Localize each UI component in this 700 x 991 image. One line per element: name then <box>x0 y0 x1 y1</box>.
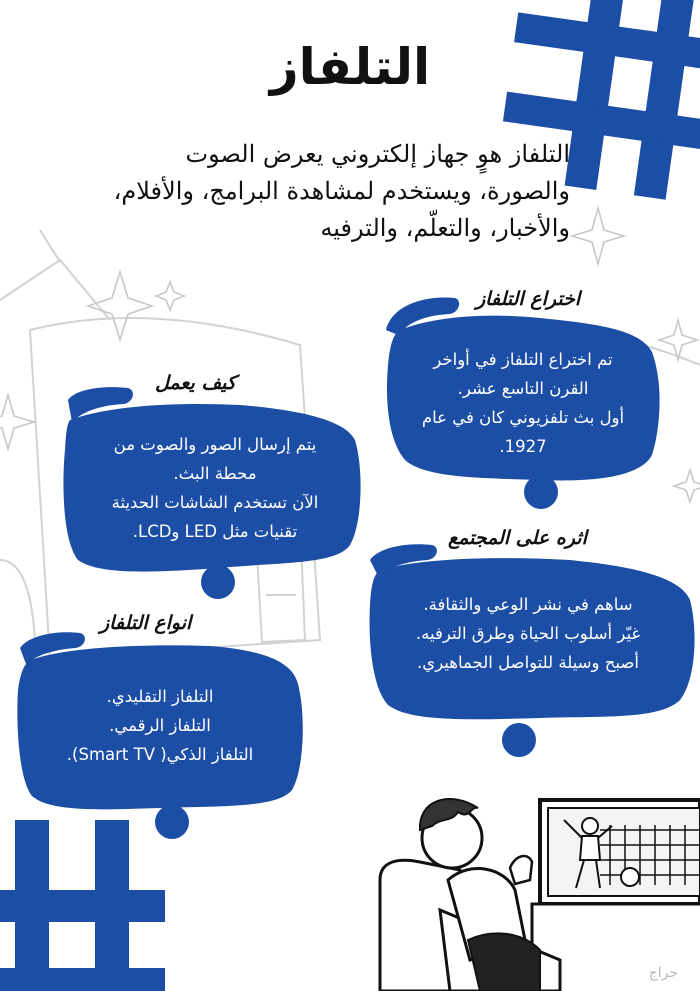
impact-text <box>378 590 678 677</box>
invention-line: القرن التاسع عشر. <box>457 379 589 398</box>
intro-line: التلفاز هوٍ جهاز إلكتروني يعرض الصوت <box>185 140 570 168</box>
types-line: التلفاز الرقمي. <box>109 716 211 735</box>
invention-text <box>398 345 648 461</box>
types-heading: انواع التلفاز <box>100 612 192 634</box>
how-text <box>75 430 355 546</box>
impact-line: غيّر أسلوب الحياة وطرق الترفيه. <box>415 624 641 643</box>
sparkle-icon <box>156 282 184 310</box>
intro-line: والصورة، ويستخدم لمشاهدة البرامج، والأفلام، <box>113 177 570 205</box>
how-line: الآن تستخدم الشاشات الحديثة <box>111 493 319 512</box>
watermark: حراج <box>648 965 678 981</box>
how-heading: كيف يعمل <box>155 372 236 394</box>
how-line: تقنيات مثل LED وLCD. <box>132 522 298 541</box>
invention-line: 1927. <box>499 437 547 456</box>
types-line: التلفاز التقليدي. <box>106 687 214 706</box>
how-line: يتم إرسال الصور والصوت من <box>113 435 317 454</box>
how-line: محطة البث. <box>173 464 257 483</box>
invention-heading: اختراع التلفاز <box>476 288 581 310</box>
types-line: التلفاز الذكي( Smart TV). <box>66 745 254 764</box>
intro-line: والأخبار، والتعلّم، والترفيه <box>320 214 570 242</box>
invention-line: أول بث تلفزيوني كان في عام <box>421 408 625 427</box>
page-title: التلفاز <box>269 38 431 96</box>
impact-line: ساهم في نشر الوعي والثقافة. <box>423 595 633 614</box>
invention-line: تم اختراع التلفاز في أواخر <box>433 350 613 369</box>
sparkle-icon <box>572 208 624 264</box>
hashtag-icon <box>0 820 165 991</box>
impact-heading: اثره على المجتمع <box>448 527 587 549</box>
sparkle-icon <box>674 470 700 502</box>
types-text <box>30 682 290 769</box>
intro-paragraph <box>110 136 570 247</box>
sparkle-icon <box>659 320 697 360</box>
sparkle-icon <box>0 395 34 449</box>
impact-line: أصبح وسيلة للتواصل الجماهيري. <box>417 653 639 672</box>
tv-illustration <box>380 799 700 991</box>
